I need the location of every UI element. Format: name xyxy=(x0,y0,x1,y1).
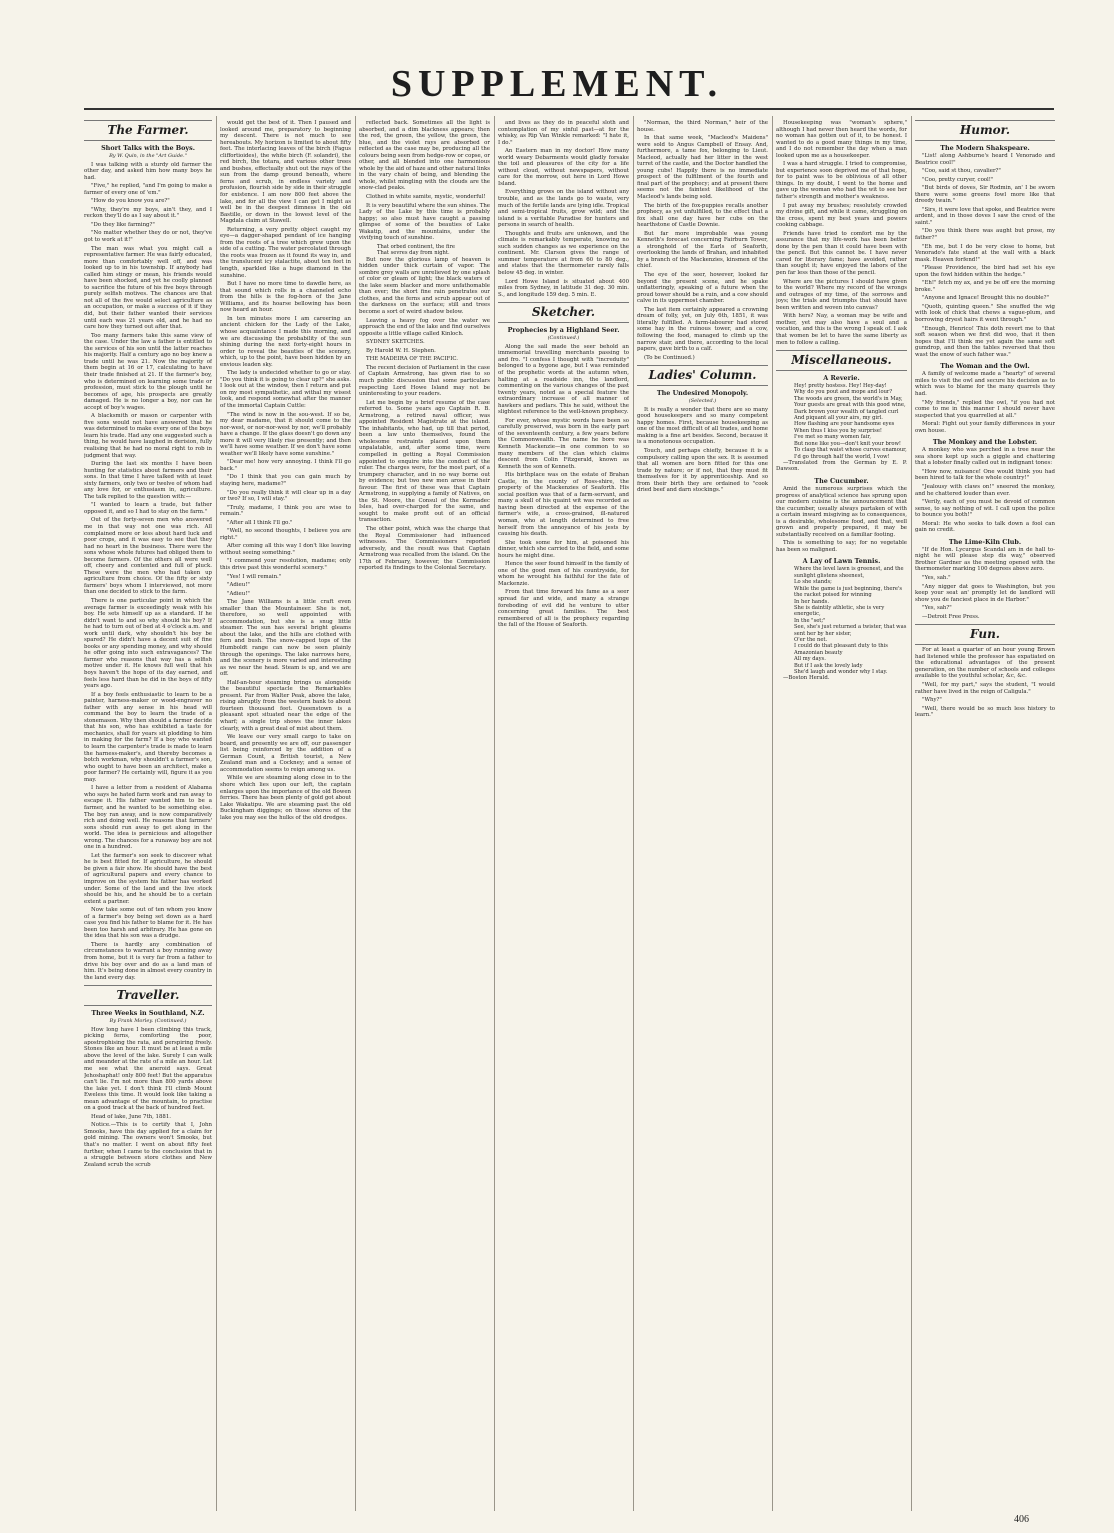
paragraph: "Well, there would be so much less history to learn." xyxy=(915,705,1055,719)
column-3 xyxy=(359,116,490,1516)
paragraph: "Any nigger dat goes to Washington, but you keep your seat an' promptly let de landlord will show you de fanciest place in de Harbor." xyxy=(915,583,1055,603)
paragraph: For at least a quarter of an hour young Brown had listened while the professor has expatiated on the educational advantages of the present generation, on the number of schools and colleges available to the youthful scholar, &c, &c. xyxy=(915,647,1055,680)
paragraph: "Jealousy with claws on!" sneered the monkey, and he chattered louder than ever. xyxy=(915,483,1055,497)
paragraph: "Coo, pretty curyer, cool!" xyxy=(922,176,994,183)
paragraph: "Dear me! how very annoying. I think I'll go back." xyxy=(220,459,351,472)
paragraph: This is something to say; for no vegetable has been so maligned. xyxy=(776,540,907,553)
paragraph: "Yes, sah?" xyxy=(922,605,952,612)
paragraph: That orbed continent, the fire That sevres day from night. xyxy=(377,243,455,257)
paragraph: I have a letter from a resident of Alabama who says he hated farm work and ran away to escape it. His father wanted him to be a farmer, and he wanted to be something else. The boy ran away, and is now comparatively rich and doing well. He reasons that farmers' sons should run away to get along in the world. The idea is pernicious and altogether wrong. The chances for a runaway boy are not one in a hundred. xyxy=(84,785,212,851)
section-heading: Ladies' Column. xyxy=(637,365,768,386)
paragraph: I could do that pleasant duty to this Amazonian beauty All my days. xyxy=(794,643,888,663)
column-2 xyxy=(220,116,351,1516)
paragraph: I was talking with a sturdy old farmer the other day, and asked him how many boys he had. xyxy=(84,161,212,181)
paragraph: Returning, a very pretty object caught my eye—a dagger-shaped pendant of ice hanging from the roots of a tree which grew upon the side of a cutting. The water percolated through the roots was frozen as it found its way in, and the translucent icy stalactite, about ten feet in length, sparkled like a huge diamond in the sunshine. xyxy=(220,226,351,279)
section-heading: The Farmer. xyxy=(84,120,212,141)
article-title: The Woman and the Owl. xyxy=(940,362,1030,371)
paragraph: reflected back. Sometimes all the light is absorbed, and a dim blackness appears; then the red, the green, the yellow, the green, the blue, and the violet rays are absorbed or reflected as the case may be, producing all the colours being seen from hedge-row or copse, or other, and all blended into one harmonious whole by the aid of haze and other natural links in the vary chain of being, and blending the whole, whilst mingling with the clouds are the snow-clad peaks. xyxy=(359,120,490,192)
paragraph: "Why, they're my boys, ain't they, and I reckon they'll do as I say about it." xyxy=(84,206,212,220)
paragraph: There is one particular point in which the average farmer is exceedingly weak with his boy. He sets himself up as a standard. If he didn't want to and so why should his boy? If he had to turn out of bed at 4 o'clock a.m. and work until dark, why shouldn't his boy be spared? He didn't have a decent suit of fine books or any spending money, and why should he offer going into such extravagances? The farmer who reasons that way has a selfish motive under it. He knows full well that his boys haven't the hope of its day earned, and feels less hard than he did in the boys of fifty years ago. xyxy=(84,598,212,690)
paragraph: How flashing are your handsome eyes When thus I kiss you by surprise! xyxy=(794,421,895,434)
article xyxy=(498,302,629,629)
page-number: 406 xyxy=(1014,1514,1029,1525)
paragraph: A monkey who was perched in a tree near the sea shore kept up such a giggle and chattering that a lobster finally called out in indignant tones: xyxy=(915,447,1055,467)
section-heading: Traveller. xyxy=(84,985,212,1006)
section-heading: Humor. xyxy=(915,120,1055,141)
paragraph: But now the glorious lamp of heaven is hidden under thick curtain of vapor. The sombre grey walls are unrelieved by one splash of color or gleam of light; the black waters of the lake seem blacker and more unfathomable than ever; the short fine rain penetrates our clothes, and the ferns and scrub appear out of the darkness on the surface; still and trees become a sort of weird shadow below. xyxy=(359,256,490,316)
paragraph: "List! along Ashburne's heard I Venorado and Beatrice cool!" xyxy=(915,153,1055,166)
article xyxy=(220,120,351,821)
paragraph: I've met so many women fair, But none like you—don't knit your brow! To clasp that waist whose curves enamour, I'd go through half the world, I vow! xyxy=(794,434,907,460)
article xyxy=(776,120,907,346)
article xyxy=(915,538,1055,620)
paragraph: "How now, nuisance! One would think you had been hired to talk for the whole country!" xyxy=(915,468,1055,482)
paragraph: Friends have tried to comfort me by the assurance that my life-work has been better done by the pen than it could have been with the pencil. But this cannot be. I have never cared for literary fame; have avoided, rather than sought it; have enjoyed the labors of the pen far less than those of the pencil. xyxy=(776,230,907,277)
paragraph: By Harold W. H. Stephen. xyxy=(366,347,436,354)
section-heading: Sketcher. xyxy=(498,302,629,323)
paragraph: would get the best of it. Then I paused and looked around me, preparatory to beginning my descent. There is not much to see hereabouts. My horizon is limited to about fifty feet. The interlacing leaves of the birch (Fagus cliffortioides), the white birch (F. solandri), the red birch, the totara, and various other trees and bushes, effectually shut out the rays of the sun from the damp ground beneath, where ferns and scrub, in endless variety and profusion, flourish side by side in their struggle for existence. I am now 800 feet above the lake, and for all the view I can get I might as well be in the deepest dimness in the old Bastille, or down in the lowest level of the Magdala claim at Stawell. xyxy=(220,120,351,225)
paragraph: While we are steaming along close in to the shore which lies upon our left, the captain enlarges upon the importance of the old Bowen ferries. There has been plenty of gold got about Lake Wakatipu. We are steaming past the old Buckingham diggings; on those shores of the lake you may see the hulks of the old dredges. xyxy=(220,775,351,821)
paragraph: SYDNEY SKETCHES. xyxy=(366,339,425,346)
paragraph: Moral: He who seeks to talk down a fool can gain no credit. xyxy=(915,520,1055,534)
paragraph: "Five," he replied, "and I'm going to make a farmer of every one of 'em." xyxy=(84,183,212,196)
column-5 xyxy=(637,116,768,1516)
paragraph: Housekeeping was "woman's sphere," although I had never then heard the words, for no woman has gotten out of it, to be honest. I wanted to do a good many things in my time, and I do not remember the day when a man looked upon me as a housekeeper. xyxy=(776,120,907,159)
article-title: The Cucumber. xyxy=(814,477,869,486)
column-divider xyxy=(216,116,217,1511)
column-divider xyxy=(355,116,356,1511)
byline: (Continued.) xyxy=(547,335,580,342)
article xyxy=(498,120,629,298)
article-title: The Undesired Monopoly. xyxy=(656,389,749,398)
paragraph: Hey! pretty hostess. Hey! Hey-day! Why do you pout and mope and lour? The woods are green, the world's in May, Your guests are great with this good wine, Dark brown your wealth of tangled curl And piquant all your airs, my girl. xyxy=(794,383,906,422)
paragraph: After coming all this way I don't like leaving without seeing something." xyxy=(220,543,351,556)
paragraph: "Do they like farming?" xyxy=(91,221,155,228)
paragraph: From that time forward his fame as a seer spread far and wide, and many a strange foreboding of evil did he venture to utter concerning great families. The best remembered of all is the prophecy regarding the fall of the House of Seaforth. xyxy=(498,589,629,629)
paragraph: Along the sail made the seer behold an immemorial travelling merchants passing to and fro. "I confess I thought with "increduity" belonged to a bygone age, but I was reminded of the prophetic words at the autumn when, halting at a roadside inn, the landlord, commenting on the various changes of the past twenty years, noted as a special feature the extraordinary increase of all manner of hawkers and pedlars. This he said, without the slightest reference to the well-known prophecy. xyxy=(498,343,629,416)
paragraph: In ten minutes more I am careering an ancient chicken for the Lady of the Lake, whose acquaintance I made this morning, and we are discussing the probability of the sun shining during the next forty-eight hours in order to reveal the beauties of the scenery, which, up to the point, have been hidden by an envious leaden sky. xyxy=(220,315,351,368)
column-divider xyxy=(772,116,773,1511)
paragraph: The birth of the fox-puppies recalls another prophecy, as yet unfulfilled, to the effect that a fox shall one day have her cubs on the hearthstone of Castle Downie. xyxy=(637,202,768,229)
paragraph: The Jane Williams is a little craft even smaller than the Mountaineer. She is not, therefore, so well appointed with accommodation, but she is a snug little steamer. The sun has several bright gleams about the lake, and the hills are clothed with fern and bush. The snow-capped tops of the Humboldt range can now be seen plainly through the openings. The lake narrows here, and the scenery is more varied and interesting as we near the head. Steam is up, and we are off. xyxy=(220,599,351,678)
article-title: The Modern Shakspeare. xyxy=(940,144,1030,152)
article xyxy=(915,624,1055,718)
paragraph: Too many farmers take this same view of the case. Under the law a father is entitled to the services of his son until the latter reaches his majority. Half a century ago no boy knew a trade until he was 21. Now the majority of them begin at 16 or 17, calculating to have their trade finished at 21. If the farmer's boy, who is determined on learning some trade or profession, must stick to the plough until he becomes of age, his prospects are greatly damaged. He is no longer a boy, nor can he accept of boy's wages. xyxy=(84,332,212,411)
paragraph: I put away my brushes; resolutely crowded my divine gift, and while it came, struggling on the cross, spent my best years and powers cooking cabbage. xyxy=(776,202,907,229)
article xyxy=(84,120,212,981)
paragraph: "Anyone and Ignace! Brought this no double?" xyxy=(922,295,1049,302)
paragraph: Leaving a heavy fog over the water we approach the end of the lake and find ourselves opposite a little village called Kinloch. xyxy=(359,317,490,337)
paragraph: Thoughts and fruits are unknown, and the climate is remarkably temperate, knowing no such sudden changes as we experience on the continent. Mr. Clarson gives the range of summer temperature at from 60 to 80 deg., and states that the thermometer rarely falls below 45 deg. in winter. xyxy=(498,230,629,277)
masthead: SUPPLEMENT. xyxy=(390,63,724,105)
paragraph: "Verily, each of you must be devoid of common sense, to say nothing of wit. I call upon the police to bounce you both!" xyxy=(915,499,1055,519)
article xyxy=(359,120,490,572)
paragraph: I was a hard struggle. I tried to compromise, but experience soon deprived me of that hope, for to paint was to be oblivious of all other things. In my doubt, I went to the home and gave up the woman who had the wit to see her father's strength and mother's weakness. xyxy=(776,161,907,201)
paragraph: "My friends," replied the owl, "if you had not come to me in this manner I should never have suspected that you quarrelled at all." xyxy=(915,399,1055,419)
paragraph: How long have I been climbing this track, picking ferns, comforting the poor, apostrophising the rata, and perspiring freely. Stones like an hour. It must be at least a mile above the level of the lake. Surely I can walk and meander at the rate of a mile an hour. Let me see what the aneroid says. Great Jehoshaphat! only 800 feet! But the apparatus can't lie. I'm not more than 800 yards above the lake yet. I don't think I'll climb Mount Eweless this time. It would look like taking a mean advantage of the mountain, to practise on a good track at the back of hundred feet. xyxy=(84,1026,212,1112)
paragraph: During the last six months I have been hunting for statistics about farmers and their sons. In that time I have talked with at least sixty farmers, only two or twelve of whom had any love for, or enthusiasm in, agriculture. The talk replied to the question with:— xyxy=(84,461,212,500)
paragraph: "How do you know you are?" xyxy=(91,198,170,205)
paragraph: "The wind is now in the sou-west. If so be, my dear madame, that it should come to the nor-west, or nor-nor-west by nor, we'll probably have a change. If the glass doesn't go down any more it will very likely rise presently; and then we'll have some weather. If we don't have some weather we'll likely have some sunshine." xyxy=(220,411,351,457)
article-title: A Reverie. xyxy=(823,374,860,383)
paragraph: There is hardly any combination of circumstances to warrant a boy running away from home, but it is very far from a father to drive his boy over and do as a land man of him. It's being done in almost every country in the land every day. xyxy=(84,941,212,981)
paragraph: The last item certainly appeared a crowning dream of folly, yet, on July 6th, 1851, it was literally fulfilled. A farm-labourer had stored some hay in the ruinous tower, and a cow, following the food, managed to climb up the narrow stair, and there, according to the local papers, gave birth to a calf. xyxy=(637,306,768,353)
paragraph: Amid the numerous surprises which the progress of analytical science has sprung upon our modern cuisine is the announcement that the cucumber, usually always partaken of with a certain inward misgiving as to consequences, is a desirable, wholesome food, and that, well grown and properly prepared, it may be substantially received on a familiar footing. xyxy=(776,486,907,538)
paragraph: "But birds of doves, Sir Rodmin, an' I be sworn there were some greens fowl more like that dreedy twain." xyxy=(915,185,1055,205)
paragraph: A blacksmith or mason or carpenter with five sons would not have answered that he was determined to make every one of the boys learn his trade. Had any one suggested such a thing, he would have laughed in derision, fully realising that he had no moral right to rob in judgment that way. xyxy=(84,413,212,459)
paragraph: "I wanted to learn a trade, but father opposed it, and so I had to stay on the farm." xyxy=(84,502,212,515)
column-divider xyxy=(911,116,912,1511)
article xyxy=(915,362,1055,434)
paragraph: Let the farmer's son seek to discover what he is best fitted for. If agriculture, he should be given a fair show. He should have the best of agricultural papers and every chance to improve on the system his father has worked under. Some of the land and the live stock should be his, and he should be to a certain extent a partner. xyxy=(84,852,212,905)
paragraph: "Eh me, but I do be very close to home, but Venorado's fate stand at the wall with a black mask. Heaven forfend!" xyxy=(915,243,1055,263)
paragraph: "Eh!" fetch my ax, and ye be off ere the morning broke." xyxy=(915,280,1055,293)
paragraph: and lives as they do in peaceful sloth and contemplation of my sinful past—at for the whisky, as Rip Van Winkle remarked: "I hate it, I do." xyxy=(498,120,629,146)
paragraph: "After all I think I'll go." xyxy=(227,519,293,526)
article-title: Short Talks with the Boys. xyxy=(101,144,195,152)
paragraph: "Yes! I will remain." xyxy=(227,573,282,580)
byline: (Selected.) xyxy=(688,398,717,405)
paragraph: "Adieu!" xyxy=(227,582,250,589)
byline: By W. Quin, in the "Art Guide." xyxy=(109,153,187,159)
paragraph: But far more improbable was young Kenneth's forecast concerning Fairburn Tower, a stronghold of the Earls of Seaforth, overlooking the lands of Brahan, and inhabited by a branch of the Mackenzies, kinsmen of the chief. xyxy=(637,230,768,270)
paragraph: With hers? Nay, a woman may be wife and mother, yet may also have a soul and a vocation, and this is the wrong I speak of. I ask that women be let to have the same liberty as men to follow a calling. xyxy=(776,313,907,346)
paragraph: "Well, for my part," says the student, "I would rather have lived in the reign of Caligula." xyxy=(915,682,1055,695)
article xyxy=(776,477,907,553)
paragraph: Let me begin by a brief resume of the case referred to. Some years ago Captain R. B. Armstrong, a retired naval officer, was appointed Resident Magistrate at the island. The inhabitants, who had, up till that period, been a law unto themselves, found the wholesome restraints placed upon them unpalatable, and, after some time, were compelled in getting a Royal Commission appointed to enquire into the conduct of the ruler. The charges were, for the most part, of a trumpery character, and in no way borne out by evidence; but two new men arose in their favour. The first of these was that Captain Armstrong, in supplying a family of Natives, on the St. Moore, the Consul of the Kermadec Isles, had over-charged for the same, and sought to make profit out of an official transaction. xyxy=(359,399,490,524)
paragraph: (To be Continued.) xyxy=(644,354,695,361)
paragraph: "Adieu!" xyxy=(227,590,250,597)
paragraph: The other point, which was the charge that the Royal Commissioner had influenced witnesses. The Commissioners reported adversely, and the result was that Captain Armstrong was recalled from the island. On the 17th of February, however, the Commission reported its findings to the Colonial Secretary. xyxy=(359,525,490,572)
column-divider xyxy=(633,116,634,1511)
article xyxy=(637,365,768,494)
paragraph: "Quoth, quinting queen." She snuffed the wig with look of chick that chews a vague-plum, and borrowing dryest hairs it went through." xyxy=(915,303,1055,324)
article xyxy=(776,350,907,473)
column-7 xyxy=(915,116,1055,1516)
article-title: Prophecies by a Highland Seer. xyxy=(507,326,620,335)
paragraph: —Boston Herald. xyxy=(783,675,830,682)
paragraph: She is daintily athletic, she is very energetic, In the "set;" See, she's just returned a twister, that was sent her by her sister, O'er the net. xyxy=(794,604,907,643)
paragraph: A family of welcome made a "hearty" of several miles to visit the owl and secure his decision as to which was to blame for the many quarrels they had. xyxy=(915,371,1055,397)
article-title: A Lay of Lawn Tennis. xyxy=(802,557,881,566)
paragraph: "Norman, the third Norman," heir of the house. xyxy=(637,120,768,133)
paragraph: "No matter whether they do or not, they've got to work at it!" xyxy=(84,230,212,244)
paragraph: We leave our very small cargo to take on board, and presently we are off, our passenger list being reinforced by the addition of a German Count, a British tourist, a New Zealand man and a Cockney; and a sense of accommodation seems to reign among us. xyxy=(220,734,351,773)
paragraph: Notice.—This is to certify that I, John Smooks, have this day applied for a claim for gold mining. The owners won't Smooks, but that's no matter. I went on about fifty feet further, when I came to the conclusion that in a struggle between store clothes and New Zealand scrub the scrub xyxy=(84,1122,212,1168)
paragraph: She took some for him, at poisoned his dinner, which she carried to the field, and some hours he might dine. xyxy=(498,539,629,559)
paragraph: If a boy feels enthusiastic to learn to be a painter, harness-maker or wood-engraver no father with any sense in his head will command the boy to learn the trade of a stonemason. Why then should a farmer decide that his son, who has exhibited a taste for mechanics, shall for years sit plodding to him in making for the farm? If a boy who wanted to learn the carpenter's trade is made to learn the harness-maker's, and thereby becomes a botch workman, why shouldn't a farmer's son, who ought to have been an architect, make a poor farmer? He certainly will, figure it as you may. xyxy=(84,691,212,783)
article xyxy=(915,120,1055,358)
paragraph: For ever, whose mystic words have been so carefully preserved, was born in the early part of the seventeenth century, a few years before the Commonwealth. The name he bore was Kenneth Mackenzie—in one common to so many members of the clan which claims descent from Colin Fitzgerald, known as Kenneth the son of Kenneth. xyxy=(498,417,629,470)
section-heading: Fun. xyxy=(915,624,1055,645)
paragraph: —Translated from the German by E. P. Dawson. xyxy=(776,459,907,473)
paragraph: Out of the forty-seven men who answered me in that way not one was rich. All complained more or less about hard luck and poor crops, and it was easy to see that they had no heart in the business. There were the sons whose whole futures had obliged them to become farmers. Of the others all were well off, cheery and contented and full of pluck. These were the men who had taken up agriculture from choice. Of the fifty or sixty farmers' boys whom I interviewed, not more than one decided to stick to the farm. xyxy=(84,517,212,596)
paragraph: In that same week, "Macleod's Maidens" were sold to Angus Campbell of Ensay. And, furthermore, a tame fox, belonging to Lieut. Macleod, actually had her litter in the west turret of the castle, and the Doctor handled the young cubs! Happily there is no immediate prospect of the fulfilment of the fourth and final part of the prophecy; and at present there seems not the faintest likelihood of the Macleod's lands being sold. xyxy=(637,135,768,201)
masthead-rule xyxy=(84,108,1054,110)
paragraph: THE MADEIRA OF THE PACIFIC. xyxy=(366,356,459,363)
article-title: The Lime-Kiln Club. xyxy=(948,537,1022,546)
paragraph: —Detroit Free Press. xyxy=(922,613,980,620)
paragraph: An Eastern man in my doctor! How many world weary Debarments would gladly forsake the toil and pleasures of the city for a life without cloud, without newspapers, without care for the morrow, out here in Lord Howe Island. xyxy=(498,148,629,187)
paragraph: Now take some out of ten whom you know of a farmer's boy being set down as a hard case you find his father to blame for it. He has been too harsh and arbitrary. He has gone on the idea that his son was a drudge. xyxy=(84,907,212,940)
paragraph: "I commend your resolution, madame; only this drive past this wonderful scenery." xyxy=(220,558,351,571)
paragraph: "Sirs, it were love that spoke, and Beatrice were ardent, and in those doves I saw the crest of the saint." xyxy=(915,206,1055,226)
paragraph: Clothed in white samite, mystic, wonderful! xyxy=(366,194,486,201)
paragraph: Half-an-hour steaming brings us alongside the beautiful spectacle the Remarkables present. Far from Walter Peak, above the lake, rising abruptly from the western bank to about fourteen thousand feet. Queenstown is a pleasant spot situated near the edge of the wharf; a single trip shows the inner lakes clearly, with a great deal of mist about them. xyxy=(220,679,351,732)
article-title: Three Weeks in Southland, N.Z. xyxy=(91,1009,205,1018)
column-4 xyxy=(498,116,629,1516)
paragraph: Moral: Fight out your family differences in your own house. xyxy=(915,421,1055,434)
paragraph: "Do you really think it will clear up in a day or two? If so, I will stay." xyxy=(220,489,351,503)
paragraph: "Enough, Henrico! This doth revert me to that soft season when we first did woo, that it then hopes that I'll think me yet again the same soft gumdrop, and then the tables reversed that thou wast the enow of such father was." xyxy=(915,325,1055,358)
paragraph: Touch, and perhaps chiefly, because it is a compulsory calling upon the sex. It is assumed that all women are born fitted for this one trade by nature; or if not, that they must fit themselves for it by apprenticeship. And so from their birth they are ordained to "cook dried beef and darn stockings." xyxy=(637,447,768,494)
paragraph: The lady is undecided whether to go or stay. "Do you think it is going to clear up?" she asks. I look out at the window, then I return and put on my most sympathetic, and withal my wisest look, and respond somewhat after the manner of the immortal Captain Cuttle: xyxy=(220,370,351,409)
paragraph: "If de Hon. Lycurgus Scandal am in de hall to-night he will please step dis way," observed Brother Gardner as the meeting opened with the thermometer marking 100 degrees above zero. xyxy=(915,546,1055,573)
byline: By Frank Morley. (Continued.) xyxy=(109,1018,187,1025)
paragraph: Hence the seer found himself in the family of one of the good men of his countryside, for whom he wrought his faithful for the fate of Mackenzie. xyxy=(498,561,629,587)
paragraph: The eye of the seer, however, looked far beyond the present scene, and he spake unflatteringly, speaking of a future when the proud tower should be a ruin, and a cow should calve in its uppermost chamber. xyxy=(637,272,768,305)
paragraph: "Truly, madame, I think you are wise to remain." xyxy=(220,504,351,518)
paragraph: Everything grows on the island without any trouble, and as the lands go to waste, very much of the fertile lands are lying idle. Tropical and semi-tropical fruits, grow wild; and the island is a veritable Paradise for hunters and persons in search of health. xyxy=(498,189,629,229)
column-1 xyxy=(84,116,212,1516)
column-6 xyxy=(776,116,907,1516)
paragraph: It is really a wonder that there are so many good housekeepers and so many competent happy homes. First, because housekeeping as one of the most difficult of all trades, and home making is a fine art besides. Second, because it is a monotonous occupation. xyxy=(637,406,768,446)
column-divider xyxy=(494,116,495,1511)
paragraph: "Do I think that you can gain much by staying here, madame?" xyxy=(220,474,351,487)
paragraph: Head of lake, June 7th, 1881. xyxy=(91,1113,171,1120)
paragraph: The man was what you might call a representative farmer. He was fairly educated, more than comfortably well off, and was looked up to in his township. If anybody had called him stingy or mean, his friends would have been shocked, and yet he coolly planned to sacrifice the future of his five boys through purely selfish motives. The chances are that not all of the five would select agriculture as an occupation, or make a success of it if they did, but their father wanted their services until each was 21 years old, and he had no care how they turned out after that. xyxy=(84,245,212,331)
paragraph: But if I ask the lovely lady She'd laugh and wonder why I stay. xyxy=(794,662,888,675)
paragraph: "Do you think there was aught but prose, my father?" xyxy=(915,228,1055,242)
paragraph: "Coo, said st thou, cavalier?" xyxy=(922,168,1001,175)
article xyxy=(776,557,907,681)
article xyxy=(84,985,212,1168)
paragraph: "Yes, sah." xyxy=(922,574,951,581)
paragraph: It is very beautiful where the sun shines. The Lady of the Lake by this time is probably happy; so also must have caught a passing glimpse of some of the beauties of Lake Wakatip, and the mountains, under the vivifying touch of sunshine. xyxy=(359,202,490,242)
article xyxy=(637,120,768,361)
article xyxy=(915,438,1055,534)
paragraph: Where the level lawn is greenest, and the sunlight glistens sheenest, Lo she stands; While the game is just beginning, there's the racket poised for winning In her hands. xyxy=(794,566,904,605)
paragraph: His birthplace was on the estate of Brahan Castle, in the county of Ross-shire, the property of the Mackenzies of Seaforth. His social position was that of a farm-servant, and many a skull of his quaint wit was recorded as having been directed at the expense of the farmer's wife, a cross-grained, ill-natured woman, who at length determined to free herself from the annoyance of his jests by causing his death. xyxy=(498,472,629,538)
paragraph: "Why?" xyxy=(922,697,942,704)
paragraph: Where are the pictures I should have given to the world? Where my record of the wrongs and outrages of my time, of the sorrows and joys; the trials and triumphs that should have been written and woven into canvas? xyxy=(776,278,907,311)
section-heading: Miscellaneous. xyxy=(776,350,907,371)
paragraph: "Well, no second thoughts, I believe you are right." xyxy=(220,528,351,541)
article-title: The Monkey and the Lobster. xyxy=(932,438,1038,447)
paragraph: Lord Howe Island is situated about 400 miles from Sydney, in latitude 31 deg. 30 min. S., and longitude 159 deg. 5 min. E. xyxy=(498,278,629,298)
paragraph: The recent decision of Parliament in the case of Captain Armstrong, has given rise to so much public discussion that some particulars respecting Lord Howe Island may not be uninteresting to your readers. xyxy=(359,364,490,398)
paragraph: But I have no more time to dawdle here, as that sound which rolls in a channeled echo from the hills is the fog-horn of the Jane Williams, and its hoarse bellowing has been now heard an hour. xyxy=(220,281,351,314)
paragraph: "Please Providence, the bird had set his eye upon the fowl hidden within the hedge." xyxy=(915,265,1055,278)
